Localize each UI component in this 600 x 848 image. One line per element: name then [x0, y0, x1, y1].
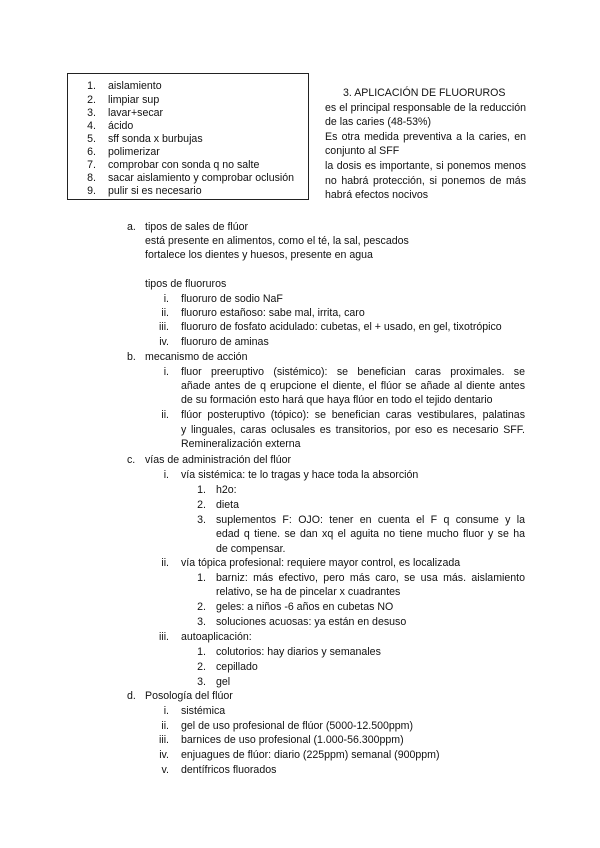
steps-box: 1. aislamiento 2. limpiar sup 3. lavar+secar 4. ácido 5. sff sonda x burbujas 6. polimerizar 7. comprobar con sonda q no salte 8. sacar aislamiento y comprobar oclusión 9. pulir si es necesario: [67, 73, 309, 200]
list-item: dieta: [216, 499, 239, 511]
text-line: Remineralización externa: [181, 438, 301, 450]
text-line: flúor posteruptivo (tópico): se benefician caras vestibulares, palatinas: [181, 409, 525, 421]
section-d-title: Posología del flúor: [145, 690, 233, 702]
roman-marker: v.: [161, 764, 169, 776]
text-line: de compensar.: [216, 543, 286, 555]
section-a-marker: a.: [127, 221, 136, 233]
section-c-marker: c.: [127, 454, 136, 466]
roman-marker: i.: [163, 469, 169, 481]
list-item: geles: a niños -6 años en cubetas NO: [216, 601, 394, 613]
text-line: autoaplicación:: [181, 631, 252, 643]
text-line: vía tópica profesional: requiere mayor control, es localizada: [181, 557, 461, 569]
paragraph: es el principal responsable de la reducción de las caries (48-53%): [325, 101, 526, 129]
roman-marker: i.: [163, 366, 169, 378]
paragraph: la dosis es importante, si ponemos menos no habrá protección, si ponemos de más habrá efectos nocivos: [325, 159, 526, 202]
section-d-marker: d.: [127, 690, 136, 702]
text-line: fortalece los dientes y huesos, presente en agua: [145, 249, 373, 261]
text-line: está presente en alimentos, como el té, la sal, pescados: [145, 235, 409, 247]
number-marker: 1.: [197, 572, 206, 584]
number-marker: 1.: [197, 484, 206, 496]
roman-marker: ii.: [161, 307, 169, 319]
number-marker: 1.: [197, 646, 206, 658]
subheading: tipos de fluoruros: [145, 278, 227, 290]
text-line: fluor preeruptivo (sistémico): se benefician caras proximales. se: [181, 366, 525, 378]
list-item: fluoruro de aminas: [181, 336, 269, 348]
roman-marker: i.: [163, 705, 169, 717]
list-item: dentífricos fluorados: [181, 764, 277, 776]
text-line: vía sistémica: te lo tragas y hace toda la absorción: [181, 469, 419, 481]
list-item: gel: [216, 676, 231, 688]
text-line: añade antes de q erupcione el diente, el flúor se añade al diente antes: [181, 380, 525, 392]
text-line: y linguales, caras oclusales es transitorios, por eso es necesario SFF.: [181, 424, 525, 436]
roman-marker: iv.: [159, 749, 169, 761]
roman-marker: iii.: [158, 631, 169, 643]
text-line: relativo, se ha de pincelar x cuadrantes: [216, 586, 401, 598]
section-heading: 3. APLICACIÓN DE FLUORUROS: [343, 87, 506, 99]
roman-marker: i.: [163, 293, 169, 305]
text-line: de su formación esto hará que haya flúor en todo el tejido dentario: [181, 394, 493, 406]
roman-marker: iii.: [158, 734, 169, 746]
number-marker: 3.: [197, 616, 206, 628]
number-marker: 2.: [197, 499, 206, 511]
list-item: fluoruro de sodio NaF: [181, 293, 283, 305]
list-item: enjuagues de flúor: diario (225ppm) semanal (900ppm): [181, 749, 440, 761]
section-c-title: vías de administración del flúor: [145, 454, 292, 466]
number-marker: 3.: [197, 514, 206, 526]
roman-marker: ii.: [161, 409, 169, 421]
roman-marker: ii.: [161, 557, 169, 569]
list-item: gel de uso profesional de flúor (5000-12.500ppm): [181, 720, 414, 732]
list-item: fluoruro estañoso: sabe mal, irrita, caro: [181, 307, 365, 319]
roman-marker: iv.: [159, 336, 169, 348]
number-marker: 2.: [197, 601, 206, 613]
list-item: fluoruro de fosfato acidulado: cubetas, el + usado, en gel, tixotrópico: [181, 321, 502, 333]
section-b-title: mecanismo de acción: [145, 351, 248, 363]
roman-marker: iii.: [158, 321, 169, 333]
roman-marker: ii.: [161, 720, 169, 732]
number-marker: 2.: [197, 661, 206, 673]
section-b-marker: b.: [127, 351, 136, 363]
list-item: soluciones acuosas: ya están en desuso: [216, 616, 407, 628]
list-item: colutorios: hay diarios y semanales: [216, 646, 381, 658]
text-line: suplementos F: OJO: tener en cuenta el F q consume y la: [216, 514, 525, 526]
paragraph: Es otra medida preventiva a la caries, en conjunto al SFF: [325, 130, 526, 158]
list-item: h2o:: [216, 484, 237, 496]
text-line: edad q tiene. se dan xq el aguita no tiene mucho fluor y se ha: [216, 528, 525, 540]
number-marker: 3.: [197, 676, 206, 688]
list-item: sistémica: [181, 705, 226, 717]
section-a-title: tipos de sales de flúor: [145, 221, 249, 233]
text-line: barniz: más efectivo, pero más caro, se usa más. aislamiento: [216, 572, 525, 584]
list-item: cepillado: [216, 661, 258, 673]
fluoruros-intro: [325, 86, 526, 203]
list-item: barnices de uso profesional (1.000-56.300ppm): [181, 734, 404, 746]
